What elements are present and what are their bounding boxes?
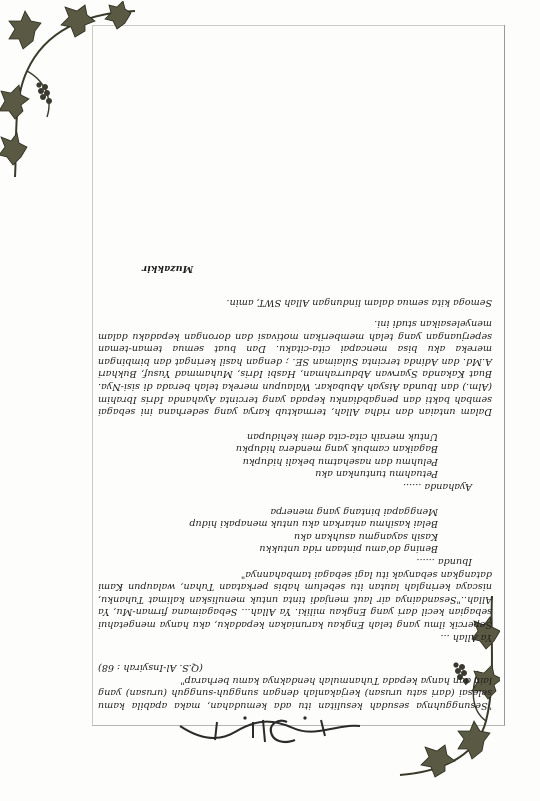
opening-invocation: Ya Allah ... <box>440 631 492 643</box>
grapevine-corner-top-left-icon <box>0 1 145 181</box>
poem-ibunda-line: Belai kasihmu antarkan aku untuk menapaki hidup <box>189 518 438 530</box>
ibunda-heading: Ibunda ...... <box>416 556 472 568</box>
calligraphy-ornament-icon <box>175 714 365 746</box>
quote-source: (Q.S. Al-Insyirah : 68) <box>98 662 203 674</box>
closing-line: Semoga kita semua dalam lindungan Allah SWT, amin. <box>226 297 492 309</box>
poem-ayahanda-line: Petuahmu tuntunkan aku <box>315 468 438 480</box>
signature-name: Muzakkir <box>142 262 194 274</box>
poem-ayahanda-line: Peluhmu dan nasehatmu bekali hidupku <box>242 455 438 467</box>
paragraph-2: Dalam untaian dan ridha Allah, termaktub karya yang sederhana ini sebagai sembah bakti dan pengabdianku kepada yang tercinta Ayahanda Idris Ibrahim (Alm.) dan Ibunda Aisyah Abubakar. Walaupun mereka telah berada di sisi-Nya. Buat Kakanda Syarwan Abdurrahman, Hasbi Idris, Muhammad Yusuf, Bukhari A.Md. dan Adinda tercinta Sulaiman SE. ; dengan hasil keringat dan bimbingan mereka aku bisa mencapai cita-citaku. Dan buat semua teman-teman seperjuangan yang telah memberikan motivasi dan dorongan kepadaku dalam menyelesaikan studi ini. <box>98 317 492 418</box>
poem-ayahanda-line: Untuk meraih cita-cita demi kehidupan <box>247 430 438 442</box>
opening-quote: "Sesungguhnya sesudah kesulitan itu ada kemudahan, maka apabila kamu selesai (dari satu urusan) kerjakanlah dengan sungguh-sungguh (urusan) yang lain dan hanya kepada Tuhanmulah hendaknya kamu berharap" <box>98 674 492 711</box>
poem-ayahanda-line: Bagaikan cambuk yang mendera hidupku <box>235 443 438 455</box>
ayahanda-heading: Ayahanda ...... <box>403 481 472 493</box>
poem-ibunda-line: Bening do'amu pintaan rida untukku <box>259 543 438 555</box>
dedication-text <box>98 261 492 711</box>
poem-ibunda-line: Kasih sayangmu asuhkan aku <box>293 530 438 542</box>
poem-ibunda-line: Menggapai bintang yang menerpa <box>270 505 438 517</box>
paragraph-1: Sepercik ilmu yang telah Engkau karuniakan kepadaku, aku hanya mengetahui sebagian kecil dari yang Engkau miliki. Ya Allah... Sebagaimana firman-Mu, Ya Allah.."Sesandainya air laut menjadi tinta untuk menuliskan kalimat Tuhanku, niscaya keringlah lautan itu sebelum habis perkataan Tuhan, walaupun Kami datangkan sebanyak itu lagi sebagai tambahannya" <box>98 568 492 631</box>
